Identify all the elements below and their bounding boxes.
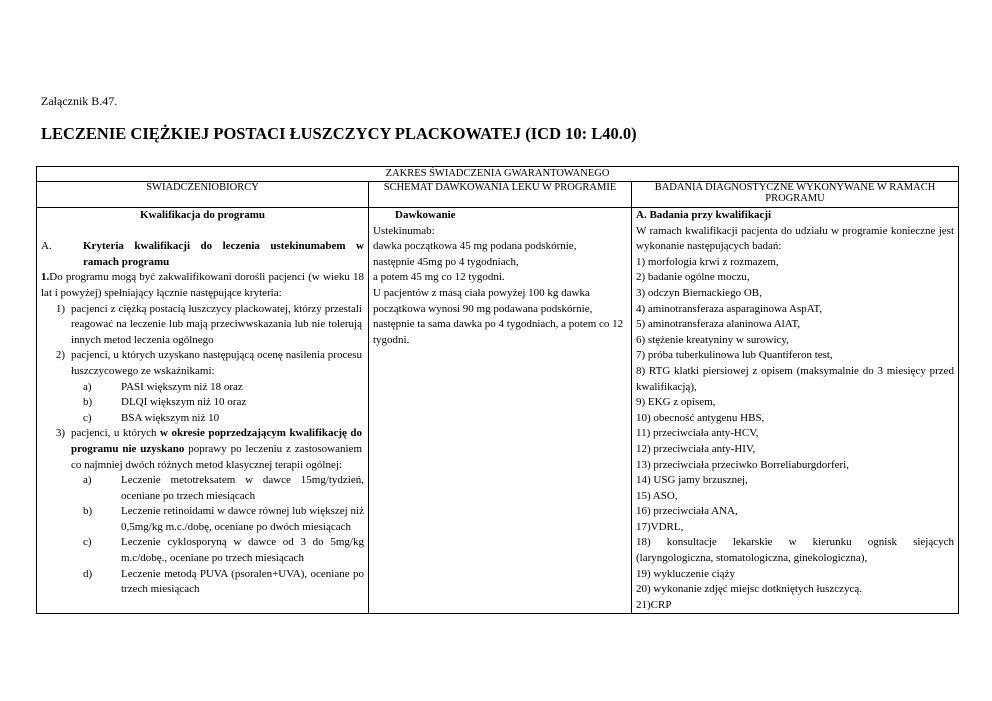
dosing-subheader: Dawkowanie	[395, 209, 456, 221]
diagnostic-test-item: 9) EKG z opisem,	[636, 396, 716, 409]
column-header-beneficiaries: ŚWIADCZENIOBIORCY	[37, 182, 369, 208]
criterion-item: 2) pacjenci, u których uzyskano następującą ocenę nasilenia procesu łuszczycowego ze wskaźnikami:	[55, 349, 362, 377]
diagnostic-test-item: 16) przeciwciała ANA,	[636, 505, 738, 518]
diagnostic-test-item: 1) morfologia krwi z rozmazem,	[636, 255, 779, 268]
dosing-line: dawka początkowa 45 mg podana podskórnie,	[373, 240, 577, 253]
criterion-subitem: d) Leczenie metodą PUVA (psoralen+UVA), oceniane po trzech miesiącach	[83, 567, 364, 596]
criterion-subitem: a) Leczenie metotreksatem w dawce 15mg/tydzień, oceniane po trzech miesiącach	[83, 474, 364, 502]
diagnostic-test-item: 17)VDRL,	[636, 520, 684, 533]
dosing-line: U pacjentów z masą ciała powyżej 100 kg dawka początkowa wynosi 90 mg podawana podskórnie, następnie ta sama dawka po 4 tygodniach, a potem co 12 tygodni.	[373, 286, 624, 346]
diagnostic-test-item: 20) wykonanie zdjęć miejsc dotkniętych łuszczycą.	[636, 583, 863, 596]
dosing-line: Ustekinumab:	[373, 224, 435, 237]
criteria-letter: A.	[41, 240, 52, 253]
column-header-diagnostics: BADANIA DIAGNOSTYCZNE WYKONYWANE W RAMACH PROGRAMU	[632, 182, 959, 208]
criterion-subitem: c) BSA większym niż 10	[83, 411, 220, 424]
diagnostic-test-item: 13) przeciwciała przeciwko Borreliaburgdorferi,	[636, 458, 849, 471]
diagnostic-test-item: 6) stężenie kreatyniny w surowicy,	[636, 333, 789, 346]
diagnostic-test-item: 10) obecność antygenu HBS,	[636, 411, 765, 424]
criterion-subitem: c) Leczenie cyklosporyną w dawce od 3 do 5mg/kg m.c/dobę., oceniane po trzech miesiącach	[83, 536, 364, 565]
diagnostic-test-item: 5) aminotransferaza alaninowa AlAT,	[636, 318, 801, 331]
diagnostic-test-item: 8) RTG klatki piersiowej z opisem (maksymalnie do 3 miesięcy przed kwalifikacją),	[636, 364, 955, 393]
diagnostic-test-item: 7) próba tuberkulinowa lub Quantiferon test,	[636, 349, 833, 362]
qualification-cell	[37, 208, 369, 614]
table-top-header: ZAKRES ŚWIADCZENIA GWARANTOWANEGO	[37, 167, 959, 182]
criterion-subitem: a) PASI większym niż 18 oraz	[83, 380, 243, 393]
diagnostic-test-item: 11) przeciwciała anty-HCV,	[636, 427, 759, 440]
diagnostic-test-item: 14) USG jamy brzusznej,	[636, 474, 748, 487]
diagnostic-test-item: 21)CRP	[636, 598, 672, 611]
dosing-cell	[369, 208, 632, 614]
diagnostic-test-item: 18) konsultacje lekarskie w kierunku ognisk siejących (laryngologiczna, stomatologiczna, ginekologiczna),	[636, 536, 955, 565]
document-title: LECZENIE CIĘŻKIEJ POSTACI ŁUSZCZYCY PLACKOWATEJ (ICD 10: L40.0)	[41, 124, 637, 143]
qualification-subheader: Kwalifikacja do programu	[139, 209, 266, 221]
column-header-dosing: SCHEMAT DAWKOWANIA LEKU W PROGRAMIE	[369, 182, 632, 208]
diagnostic-test-item: 15) ASO,	[636, 489, 678, 502]
diagnostics-intro: W ramach kwalifikacji pacjenta do udziału w programie konieczne jest wykonanie następujących badań:	[636, 224, 955, 253]
diagnostic-test-item: 2) badanie ogólne moczu,	[636, 271, 750, 284]
diagnostics-list	[636, 255, 954, 614]
annex-label: Załącznik B.47.	[41, 94, 118, 108]
diagnostic-test-item: 19) wykluczenie ciąży	[636, 567, 735, 580]
dosing-line: a potem 45 mg co 12 tygodni.	[373, 271, 505, 284]
criterion-subitem: b) Leczenie retinoidami w dawce równej lub większej niż 0,5mg/kg m.c./dobę, oceniane po dwóch miesiącach	[83, 505, 364, 533]
criteria-intro: 1.Do programu mogą być zakwalifikowani dorośli pacjenci (w wieku 18 lat i powyżej) spełniający łącznie następujące kryteria:	[41, 271, 364, 299]
diagnostic-test-item: 3) odczyn Biernackiego OB,	[636, 286, 762, 299]
diagnostic-test-item: 12) przeciwciała anty-HIV,	[636, 442, 756, 455]
criterion-subitem: b) DLQI większym niż 10 oraz	[83, 396, 247, 409]
criteria-heading	[41, 239, 364, 270]
diagnostic-test-item: 4) aminotransferaza asparaginowa AspAT,	[636, 302, 823, 315]
criterion-item: 1) pacjenci z ciężką postacią łuszczycy plackowatej, którzy przestali reagować na leczenie lub mają przeciwwskazania lub nie tolerują innych metod leczenia ogólnego	[55, 302, 362, 346]
diagnostics-subheader: A. Badania przy kwalifikacji	[636, 209, 772, 221]
program-table	[36, 166, 959, 614]
criteria-title: Kryteria kwalifikacji do leczenia ustekinumabem w ramach programu	[83, 240, 364, 268]
dosing-line: następnie 45mg po 4 tygodniach,	[373, 255, 519, 268]
criterion-item: 3) pacjenci, u których w okresie poprzedzającym kwalifikację do programu nie uzyskano poprawy po leczeniu z zastosowaniem co najmniej dwóch różnych metod klasycznej terapii ogólnej:	[55, 427, 362, 471]
diagnostics-cell	[632, 208, 959, 614]
